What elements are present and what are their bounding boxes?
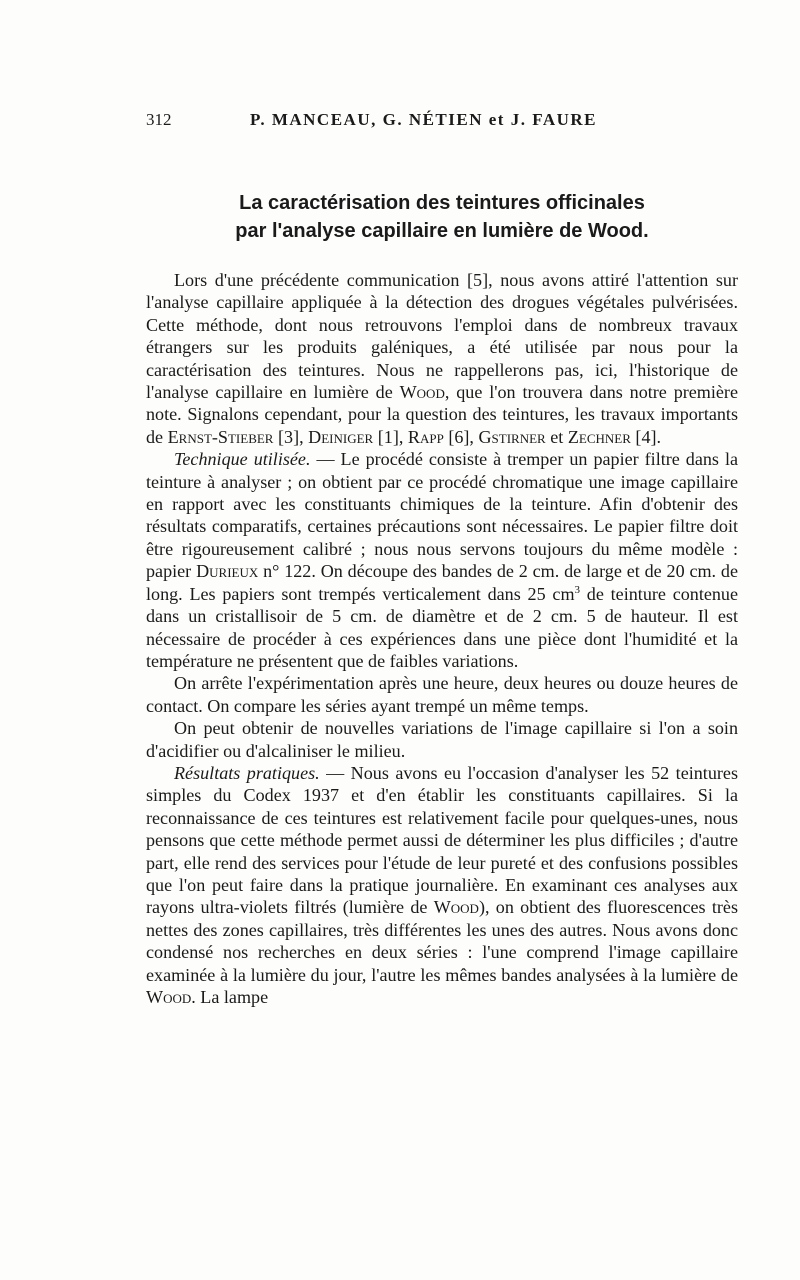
author-name: Rapp — [407, 426, 444, 447]
paragraph-duration: On arrête l'expérimentation après une heure, deux heures ou douze heures de contact. On compare les séries ayant trempé un même temps. — [146, 673, 738, 716]
text-run: n° 122. On découpe des bandes de 2 cm. de large et de 20 cm. de long. Les papiers sont trempés verticalement dans 25 cm — [146, 561, 739, 604]
author-name: Durieux — [196, 561, 259, 582]
text-run: [1], — [373, 426, 408, 447]
paragraph-technique — [146, 448, 738, 672]
text-run: — Nous avons eu l'occasion d'analyser les 52 teintures simples du Codex 1937 et d'en établir les constituants capillaires. Si la reconnaissance de ces teintures est relativement facile pour quelques-unes, nous pensons que cette méthode permet aussi de déterminer les plus difficiles ; d'autre part, elle rend des services pour l'étude de leur pureté et des confusions possibles que l'on peut faire dans la pratique journalière. En examinant ces analyses aux rayons ultra-violets filtrés (lumière de — [146, 762, 738, 918]
text-run: ), on obtient des fluorescences très nettes des zones capillaires, très différentes les unes des autres. Nous avons donc condensé nos recherches en deux séries : l'une comprend l'image capillaire examinée à la lumière du jour, l'autre les mêmes bandes analysées à la lumière de — [146, 897, 739, 985]
title-line-2: par l'analyse capillaire en lumière de Wood. — [235, 220, 649, 242]
author-name: Ernst-Stieber — [167, 426, 274, 447]
author-name: Gstirner — [478, 426, 546, 447]
superscript: 3 — [574, 583, 581, 596]
author-name: Deiniger — [308, 426, 374, 447]
article-title — [146, 189, 738, 245]
text-run: [4]. — [630, 426, 662, 447]
text-run: — Le procédé consiste à tremper un papier filtre dans la teinture à analyser ; on obtient par ce procédé chromatique une image capillaire en rapport avec les constituants chimiques de la teinture. Afin d'obtenir des résultats comparatifs, certaines précautions sont nécessaires. Le papier filtre doit être rigoureusement calibré ; nous nous servons toujours du même modèle : papier — [146, 449, 739, 582]
paragraph-results — [146, 762, 738, 1008]
text-run: et — [545, 426, 568, 447]
paragraph-variations: On peut obtenir de nouvelles variations de l'image capillaire si l'on a soin d'acidifier ou d'alcaliniser le milieu. — [146, 718, 738, 761]
text-run: Lors d'une précédente communication [5], nous avons attiré l'attention sur l'analyse capillaire appliquée à la détection des drogues végétales pulvérisées. Cette méthode, dont nous retrouvons l'emploi dans de nombreux travaux étrangers sur les produits galéniques, a été utilisée par nous pour la caractérisation des teintures. Nous ne rappellerons pas, ici, l'historique de l'analyse capillaire en lumière de — [146, 270, 738, 403]
author-name: Wood — [433, 897, 479, 918]
author-name: Zechner — [567, 426, 631, 447]
text-run: . La lampe — [191, 987, 269, 1007]
paragraph-introduction — [146, 269, 738, 448]
text-run: [6], — [443, 426, 479, 447]
text-run: [3], — [273, 426, 309, 447]
running-head: P. MANCEAU, G. NÉTIEN et J. FAURE — [250, 110, 597, 129]
text-run: de teinture contenue dans un cristallisoir de 5 cm. de diamètre et de 2 cm. 5 de hauteur. Il est nécessaire de procéder à ces expériences dans une pièce dont l'humidité et la température ne présentent que de faibles variations. — [146, 583, 739, 671]
text-run: , que l'on trouvera dans notre première note. Signalons cependant, pour la question des teintures, les travaux importants de — [146, 382, 738, 447]
section-label: Technique utilisée. — [174, 449, 311, 470]
article-body — [146, 269, 738, 1008]
section-label: Résultats pratiques. — [174, 762, 320, 783]
page-number: 312 — [146, 110, 172, 129]
author-name: Wood — [399, 382, 445, 403]
page-header — [146, 110, 738, 134]
title-line-1: La caractérisation des teintures officinales — [239, 192, 645, 214]
author-name: Wood — [146, 987, 192, 1007]
